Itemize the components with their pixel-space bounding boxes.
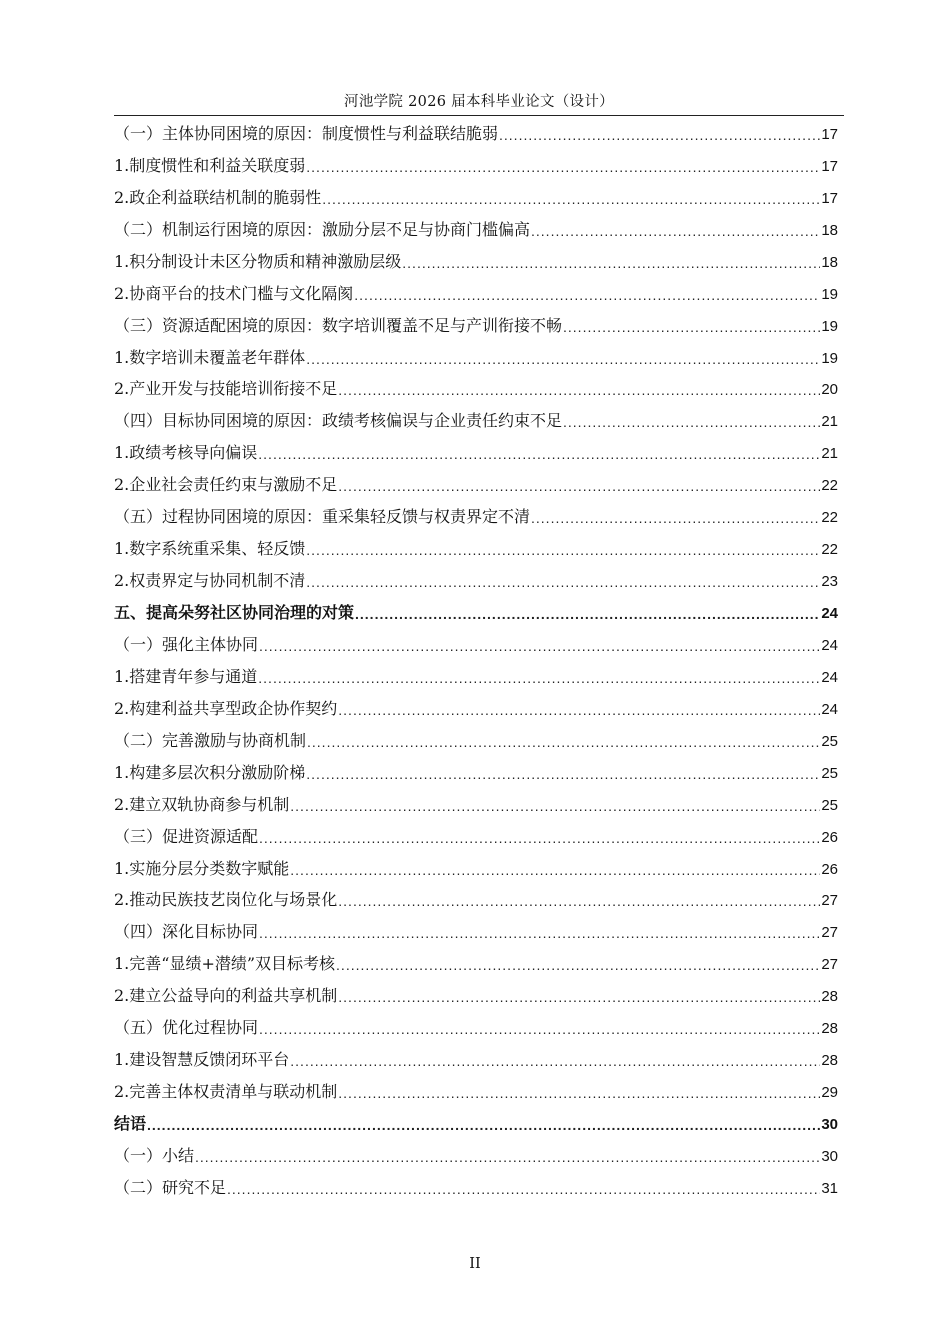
toc-entry-label: 1.搭建青年参与通道 [114,666,258,686]
toc-entry-label: （二）完善激励与协商机制 [114,730,307,750]
toc-entry-page: 27 [821,956,838,974]
toc-entry-page: 20 [821,381,838,399]
toc-entry-label: 2.完善主体权责清单与联动机制 [114,1082,338,1102]
toc-dot-leader [306,575,820,596]
toc-entry[interactable] [114,1139,838,1171]
toc-dot-leader [402,256,820,277]
toc-entry[interactable] [114,756,838,788]
toc-entry-label: 2.产业开发与技能培训衔接不足 [114,379,338,399]
toc-dot-leader [336,958,820,979]
toc-entry-label: 1.构建多层次积分激励阶梯 [114,762,306,782]
toc-entry[interactable] [114,404,838,436]
toc-entry-label: 1.制度惯性和利益关联度弱 [114,155,306,175]
page-number: II [469,1256,481,1272]
toc-entry[interactable] [114,213,838,245]
toc-entry-label: （一）小结 [114,1145,195,1165]
toc-dot-leader [259,639,820,660]
toc-entry-page: 17 [821,189,838,207]
toc-entry[interactable] [114,500,838,532]
toc-entry-page: 30 [821,1116,838,1133]
toc-entry[interactable] [114,564,838,596]
toc-entry[interactable] [114,436,838,468]
toc-entry-label: 1.政绩考核导向偏误 [114,443,258,463]
toc-entry-label: 1.数字培训未覆盖老年群体 [114,347,306,367]
toc-entry-page: 27 [821,924,838,942]
toc-entry-label: 1.数字系统重采集、轻反馈 [114,539,306,559]
toc-entry-page: 25 [821,764,838,782]
toc-dot-leader [531,511,820,532]
toc-entry-label: （二）研究不足 [114,1177,227,1197]
toc-entry[interactable] [114,628,838,660]
toc-entry[interactable] [114,181,838,213]
page-header-title: 河池学院 2026 届本科毕业论文（设计） [344,94,614,110]
toc-entry-label: 结语 [114,1114,147,1133]
toc-dot-leader [338,479,820,500]
toc-entry-page: 27 [821,892,838,910]
toc-dot-leader [499,128,820,149]
toc-entry-page: 19 [821,317,838,335]
toc-entry-page: 26 [821,860,838,878]
toc-entry[interactable] [114,979,838,1011]
toc-entry-page: 22 [821,541,838,559]
toc-entry-label: （一）主体协同困境的原因：制度惯性与利益联结脆弱 [114,123,499,143]
toc-entry-page: 24 [821,668,838,686]
toc-entry-label: （二）机制运行困境的原因：激励分层不足与协商门槛偏高 [114,219,531,239]
toc-entry-label: 1.建设智慧反馈闭环平台 [114,1050,290,1070]
toc-entry-label: 2.建立公益导向的利益共享机制 [114,986,338,1006]
toc-entry-page: 30 [821,1147,838,1165]
toc-entry-page: 25 [821,796,838,814]
toc-entry-page: 23 [821,573,838,591]
toc-entry[interactable] [114,692,838,724]
toc-entry-page: 25 [821,732,838,750]
toc-entry-label: 2.构建利益共享型政企协作契约 [114,698,338,718]
toc-entry[interactable] [114,884,838,916]
toc-dot-leader [563,320,820,341]
toc-entry[interactable] [114,947,838,979]
toc-entry[interactable] [114,1043,838,1075]
toc-entry[interactable] [114,852,838,884]
toc-entry[interactable] [114,596,838,628]
header-divider [114,115,844,116]
toc-entry[interactable] [114,660,838,692]
toc-entry-label: 2.企业社会责任约束与激励不足 [114,475,338,495]
toc-entry-label: 1.积分制设计未区分物质和精神激励层级 [114,251,402,271]
toc-entry-label: （三）资源适配困境的原因：数字培训覆盖不足与产训衔接不畅 [114,315,563,335]
toc-dot-leader [338,990,820,1011]
toc-entry[interactable] [114,1107,838,1139]
toc-dot-leader [290,799,820,820]
toc-entry[interactable] [114,532,838,564]
toc-dot-leader [195,1150,820,1171]
toc-entry[interactable] [114,724,838,756]
toc-entry-page: 19 [821,285,838,303]
toc-entry-label: （三）促进资源适配 [114,826,259,846]
toc-entry-page: 22 [821,509,838,527]
toc-entry-page: 24 [821,700,838,718]
toc-dot-leader [338,894,820,915]
toc-dot-leader [290,1054,820,1075]
toc-entry-label: 1.完善“显绩+潜绩”双目标考核 [114,954,336,974]
toc-entry-label: 2.建立双轨协商参与机制 [114,794,290,814]
toc-dot-leader [307,735,820,756]
toc-dot-leader [354,288,820,309]
toc-entry-label: 2.权责界定与协同机制不清 [114,571,306,591]
toc-dot-leader [338,1086,820,1107]
toc-entry-label: 2.政企利益联结机制的脆弱性 [114,187,322,207]
toc-entry-page: 28 [821,988,838,1006]
toc-dot-leader [306,352,820,373]
toc-entry-label: （五）过程协同困境的原因：重采集轻反馈与权责界定不清 [114,507,531,527]
toc-entry-label: （一）强化主体协同 [114,634,259,654]
toc-dot-leader [147,1118,820,1139]
toc-dot-leader [322,192,820,213]
toc-entry[interactable] [114,245,838,277]
toc-entry-page: 18 [821,221,838,239]
toc-entry[interactable] [114,341,838,373]
toc-entry-page: 22 [821,477,838,495]
toc-entry-page: 17 [821,157,838,175]
toc-dot-leader [227,1182,820,1203]
table-of-contents [114,117,838,1203]
toc-dot-leader [306,160,820,181]
toc-dot-leader [259,1022,820,1043]
toc-entry-page: 28 [821,1052,838,1070]
toc-entry[interactable] [114,309,838,341]
toc-entry[interactable] [114,788,838,820]
toc-entry-page: 21 [821,413,838,431]
toc-entry-page: 26 [821,828,838,846]
toc-entry[interactable] [114,373,838,405]
toc-dot-leader [338,383,820,404]
toc-entry-page: 18 [821,253,838,271]
toc-entry-label: 五、提高朵努社区协同治理的对策 [114,603,355,622]
toc-dot-leader [306,767,820,788]
toc-entry[interactable] [114,1075,838,1107]
toc-entry[interactable] [114,149,838,181]
toc-entry-label: 1.实施分层分类数字赋能 [114,858,290,878]
toc-entry[interactable] [114,1011,838,1043]
toc-entry-page: 19 [821,349,838,367]
toc-entry[interactable] [114,468,838,500]
toc-dot-leader [338,703,820,724]
toc-entry[interactable] [114,117,838,149]
toc-entry-page: 24 [821,636,838,654]
toc-entry-page: 29 [821,1084,838,1102]
toc-entry-page: 17 [821,125,838,143]
toc-entry-page: 31 [821,1179,838,1197]
toc-entry-label: （五）优化过程协同 [114,1018,259,1038]
toc-entry-page: 21 [821,445,838,463]
toc-dot-leader [563,415,820,436]
toc-entry-page: 24 [821,605,838,622]
toc-dot-leader [259,926,820,947]
toc-entry[interactable] [114,277,838,309]
toc-dot-leader [290,863,820,884]
toc-entry[interactable] [114,915,838,947]
toc-dot-leader [531,224,820,245]
toc-entry-label: （四）深化目标协同 [114,922,259,942]
toc-dot-leader [355,607,820,628]
toc-entry-label: 2.协商平台的技术门槛与文化隔阂 [114,283,354,303]
toc-dot-leader [258,447,820,468]
toc-dot-leader [258,671,820,692]
toc-entry-label: 2.推动民族技艺岗位化与场景化 [114,890,338,910]
toc-entry[interactable] [114,1171,838,1203]
toc-dot-leader [259,831,820,852]
toc-entry-label: （四）目标协同困境的原因：政绩考核偏误与企业责任约束不足 [114,411,563,431]
toc-dot-leader [306,543,820,564]
toc-entry[interactable] [114,820,838,852]
toc-entry-page: 28 [821,1020,838,1038]
